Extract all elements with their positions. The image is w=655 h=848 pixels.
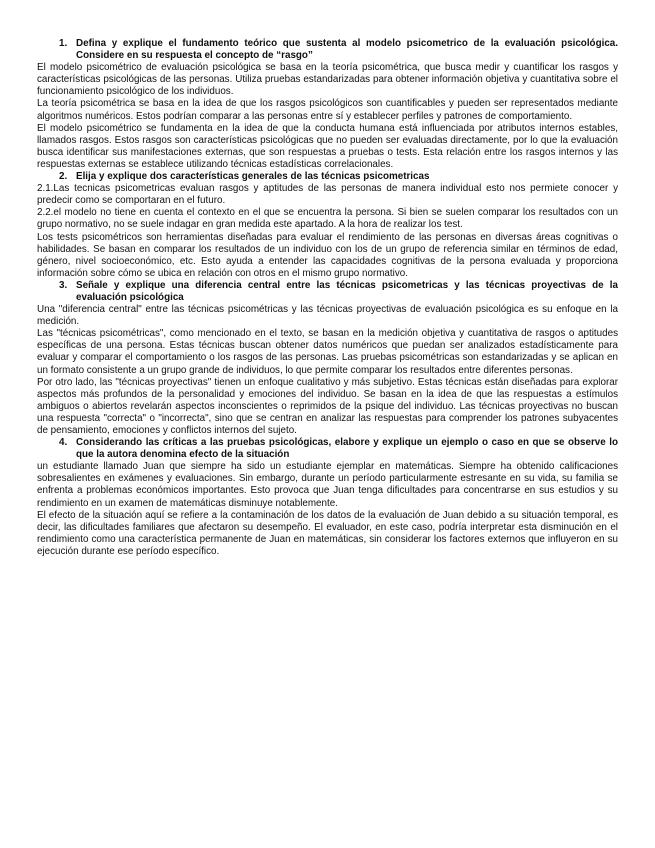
question-number: 2.: [59, 171, 68, 183]
answer-paragraph: 2.2.el modelo no tiene en cuenta el contexto en el que se encuentra la persona. Si bien se suelen comparar los resultados con un grupo normativo, no se suele indagar en gran medida este apartado. A la hora de realizar los test.: [37, 207, 618, 231]
answer-paragraph: La teoría psicométrica se basa en la idea de que los rasgos psicológicos son cuantificables y pueden ser representados mediante algoritmos numéricos. Estos podrían comparar a las personas entre sí y establecer perfiles y patrones de comportamiento.: [37, 98, 618, 122]
question-text: Considerando las críticas a las pruebas psicológicas, elabore y explique un ejemplo o caso en que se observe lo que la autora denomina efecto de la situación: [76, 437, 618, 461]
answer-paragraph: El modelo psicométrico de evaluación psicológica se basa en la teoría psicométrica, que busca medir y cuantificar los rasgos y características psicológicas de las personas. Utiliza pruebas estandarizadas para obtener información objetiva y cuantitativa sobre el funcionamiento psicológico de los individuos.: [37, 62, 618, 98]
section-1: [37, 38, 618, 171]
question-text: Defina y explique el fundamento teórico que sustenta al modelo psicometrico de la evaluación psicológica. Considere en su respuesta el concepto de “rasgo”: [76, 38, 618, 62]
section-4: [37, 437, 618, 558]
question-number: 3.: [59, 279, 68, 291]
question-heading: [37, 437, 618, 461]
answer-paragraph: El modelo psicométrico se fundamenta en la idea de que la conducta humana está influenciada por atributos internos estables, llamados rasgos. Estos rasgos son características psicológicas que no pueden ser evaluadas directamente, por lo que la evaluación busca identificar sus manifestaciones externas, que son respuestas a pruebas o tests. Esta relación entre los rasgos internos y las respuestas externas se establece utilizando técnicas estadísticas correlacionales.: [37, 122, 618, 170]
section-3: [37, 280, 618, 437]
answer-paragraph: 2.1.Las tecnicas psicometricas evaluan rasgos y aptitudes de las personas de manera individual esto nos permiete conocer y predecir como se comportaran en el futuro.: [37, 183, 618, 207]
answer-paragraph: El efecto de la situación aquí se refiere a la contaminación de los datos de la evaluación de Juan debido a su situación temporal, es decir, las dificultades familiares que afectaron su desempeño. El evaluador, en este caso, podría interpretar esta disminución en el rendimiento como una característica permanente de Juan en matemáticas, sin considerar los factores externos que influyeron en su ejecución durante ese período específico.: [37, 509, 618, 557]
question-text: Elija y explique dos características generales de las técnicas psicometricas: [76, 171, 430, 183]
question-heading: [37, 38, 618, 62]
question-number: 4.: [59, 437, 68, 449]
answer-paragraph: Una "diferencia central" entre las técnicas psicométricas y las técnicas proyectivas de evaluación psicológica es su enfoque en la medición.: [37, 304, 618, 328]
answer-paragraph: Los tests psicométricos son herramientas diseñadas para evaluar el rendimiento de las personas en diversas áreas cognitivas o habilidades. Se basan en comparar los resultados de un individuo con los de un grupo de referencia similar en términos de edad, género, nivel socioeconómico, etc. Esto ayuda a entender las capacidades cognitivas de la persona evaluada y proporciona información sobre cómo se ubica en relación con otros en el mismo grupo normativo.: [37, 231, 618, 279]
answer-paragraph: un estudiante llamado Juan que siempre ha sido un estudiante ejemplar en matemáticas. Siempre ha obtenido calificaciones sobresalientes en exámenes y evaluaciones. Sin embargo, durante un período particularmente estresante en su vida, su familia se enfrenta a problemas económicos importantes. Esto provoca que Juan tenga dificultades para concentrarse en sus estudios y su rendimiento en un examen de matemáticas disminuye notablemente.: [37, 461, 618, 509]
section-2: [37, 171, 618, 280]
question-number: 1.: [59, 38, 68, 49]
answer-paragraph: Por otro lado, las "técnicas proyectivas" tienen un enfoque cualitativo y más subjetivo. Estas técnicas están diseñadas para explorar aspectos más profundos de la personalidad y emociones del individuo. Se basan en la idea de que las respuestas a estímulos ambiguos o abiertos revelarán aspectos inconscientes o reprimidos de la psique del individuo. Las técnicas proyectivas no buscan una respuesta "correcta" o "incorrecta", sino que se centran en analizar las respuestas para comprender los patrones subyacentes de pensamiento, emociones y conflictos internos del sujeto.: [37, 376, 618, 436]
question-text: Señale y explique una diferencia central entre las técnicas psicometricas y las técnicas proyectivas de la evaluación psicológica: [76, 279, 618, 303]
question-heading: [37, 171, 618, 183]
answer-paragraph: Las "técnicas psicométricas", como mencionado en el texto, se basan en la medición objetiva y cuantitativa de rasgos o aptitudes específicas de una persona. Estas técnicas buscan obtener datos numéricos que puedan ser analizados estadísticamente para evaluar y comparar el comportamiento o los rasgos de las personas. Las pruebas psicométricas son estandarizadas y se aplican en un formato consistente a un grupo grande de individuos, lo que permite comparar los resultados entre diferentes personas.: [37, 328, 618, 376]
question-heading: [37, 280, 618, 304]
